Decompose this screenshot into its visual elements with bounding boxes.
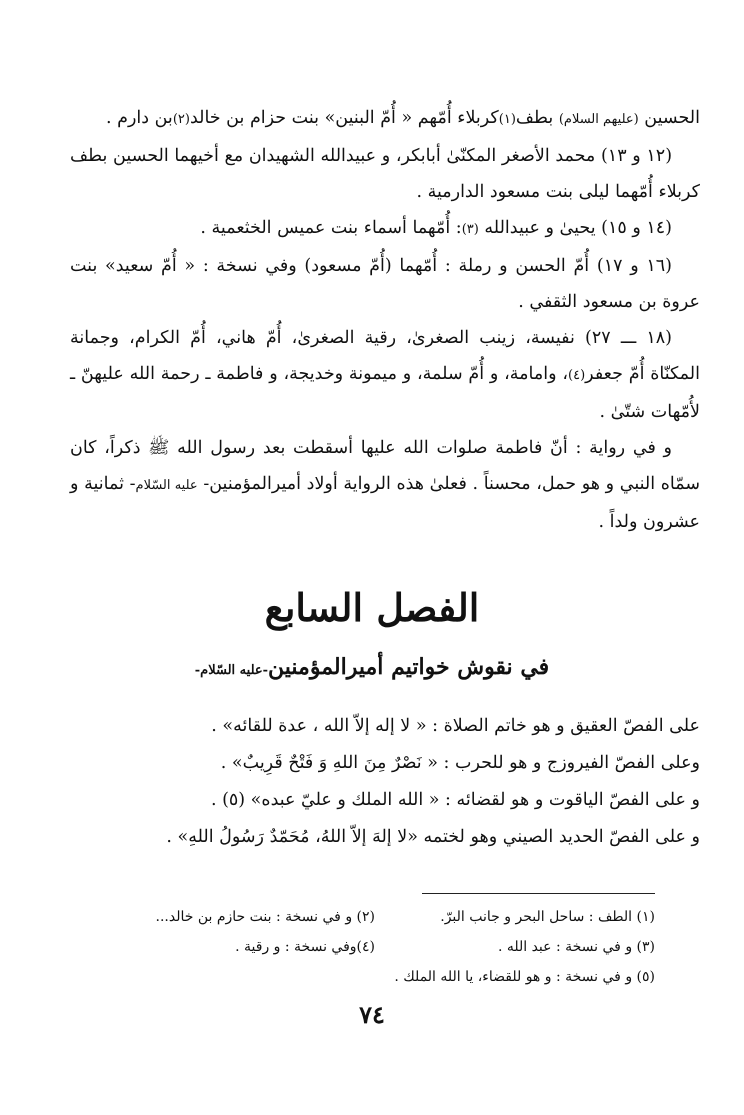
footnote-row: [115, 962, 655, 992]
chapter-subtitle: [0, 654, 744, 680]
inline-note: (٣): [461, 222, 479, 237]
paragraph: [70, 430, 700, 540]
paragraph-text: بن دارم .: [105, 108, 173, 128]
inscription-line: على الفصّ العقيق و هو خاتم الصلاة : « لا إله إلاّ الله ، عدة للقائه» .: [211, 716, 700, 736]
footnote: [115, 962, 375, 992]
paragraph-text: (١٢ و ١٣) محمد الأصغر المكنّىٰ أبابكر، و عبيدالله الشهيدان مع أخيهما الحسين بطف كربلاء أُمّهما ليلى بنت مسعود الدارمية .: [70, 146, 700, 202]
chapter-title: الفصل السابع: [264, 585, 480, 630]
chapter-subtitle-text: في نقوش خواتيم أميرالمؤمنين: [268, 654, 550, 680]
page-number: ٧٤: [359, 1000, 385, 1029]
inline-note: (عليهم السلام): [558, 112, 639, 127]
paragraph: [70, 100, 700, 138]
inline-note: (٢): [172, 112, 190, 127]
paragraph-text: : أُمّهما أسماء بنت عميس الخثعمية .: [200, 218, 462, 238]
paragraph: [70, 138, 700, 210]
inscription-line: و على الفصّ الحديد الصيني وهو لختمه «لا إلهَ إلاّ اللهُ، مُحَمّدٌ رَسُولُ اللهِ» .: [166, 827, 700, 847]
paragraph-text: (١٨ ـــ ٢٧) نفيسة، زينب الصغرىٰ، رقية الصغرىٰ، أُمّ هاني، أُمّ الكرام، وجمانة المكنّاة أُمّ جعفر: [70, 328, 700, 384]
paragraph-text: الحسين: [638, 108, 700, 128]
paragraph: [70, 210, 700, 248]
footnote: (٢) و في نسخة : بنت حازم بن خالد...: [155, 909, 375, 925]
chapter-subtitle-honorific: -عليه السّلام-: [194, 663, 269, 678]
footnote: (٣) و في نسخة : عبد الله .: [497, 939, 655, 955]
paragraph-text: (١٦ و ١٧) أُمّ الحسن و رملة : أُمّهما (أُمّ مسعود) وفي نسخة : « أُمّ سعيد» بنت عروة بن مسعود الثقفي .: [70, 256, 700, 312]
inscription-line: وعلى الفصّ الفيروزج و هو للحرب : « نَصْرٌ مِنَ اللهِ وَ فَتْحٌ قَرِيبٌ» .: [220, 753, 700, 773]
inline-note: (١): [498, 112, 516, 127]
footnotes: [115, 902, 655, 992]
paragraph: [70, 320, 700, 430]
footnote-row: [115, 902, 655, 932]
paragraph-text: ، وامامة، و أُمّ سلمة، و ميمونة وخديجة، و فاطمة ـ رحمة الله عليهنّ ـ لأُمّهات شتّىٰ .: [70, 364, 700, 422]
paragraph-text: - ثمانية و عشرون ولداً .: [70, 474, 700, 532]
body-text: [70, 100, 700, 540]
paragraph-text: (١٤ و ١٥) يحيىٰ و عبيدالله: [478, 218, 672, 238]
footnote: (٥) و في نسخة : و هو للقضاء، يا الله الملك .: [394, 969, 655, 985]
footnote-row: [115, 932, 655, 962]
footnote: (١) الطف : ساحل البحر و جانب البرّ.: [440, 909, 655, 925]
paragraph-text: و في رواية : أنّ فاطمة صلوات الله عليها أسقطت بعد رسول الله ﷺ ذكراً، كان سمّاه النبي و هو حمل، محسناً . فعلىٰ هذه الرواية أولاد أميرالمؤمنين-: [70, 438, 701, 494]
inscription-line: و على الفصّ الياقوت و هو لقضائه : « الله الملك و عليّ عبده» (٥) .: [210, 790, 700, 810]
paragraph-text: كربلاء أُمّهم « أُمّ البنين» بنت حزام بن خالد: [189, 108, 499, 128]
inline-note: (٤): [568, 368, 586, 383]
footnote: (٤)وفي نسخة : و رقية .: [235, 939, 375, 955]
paragraph-text: بطف: [515, 108, 559, 128]
inline-note: عليه السّلام: [135, 478, 198, 493]
inscriptions-list: [70, 708, 700, 856]
paragraph: [70, 248, 700, 320]
footnote-divider: [422, 893, 655, 894]
